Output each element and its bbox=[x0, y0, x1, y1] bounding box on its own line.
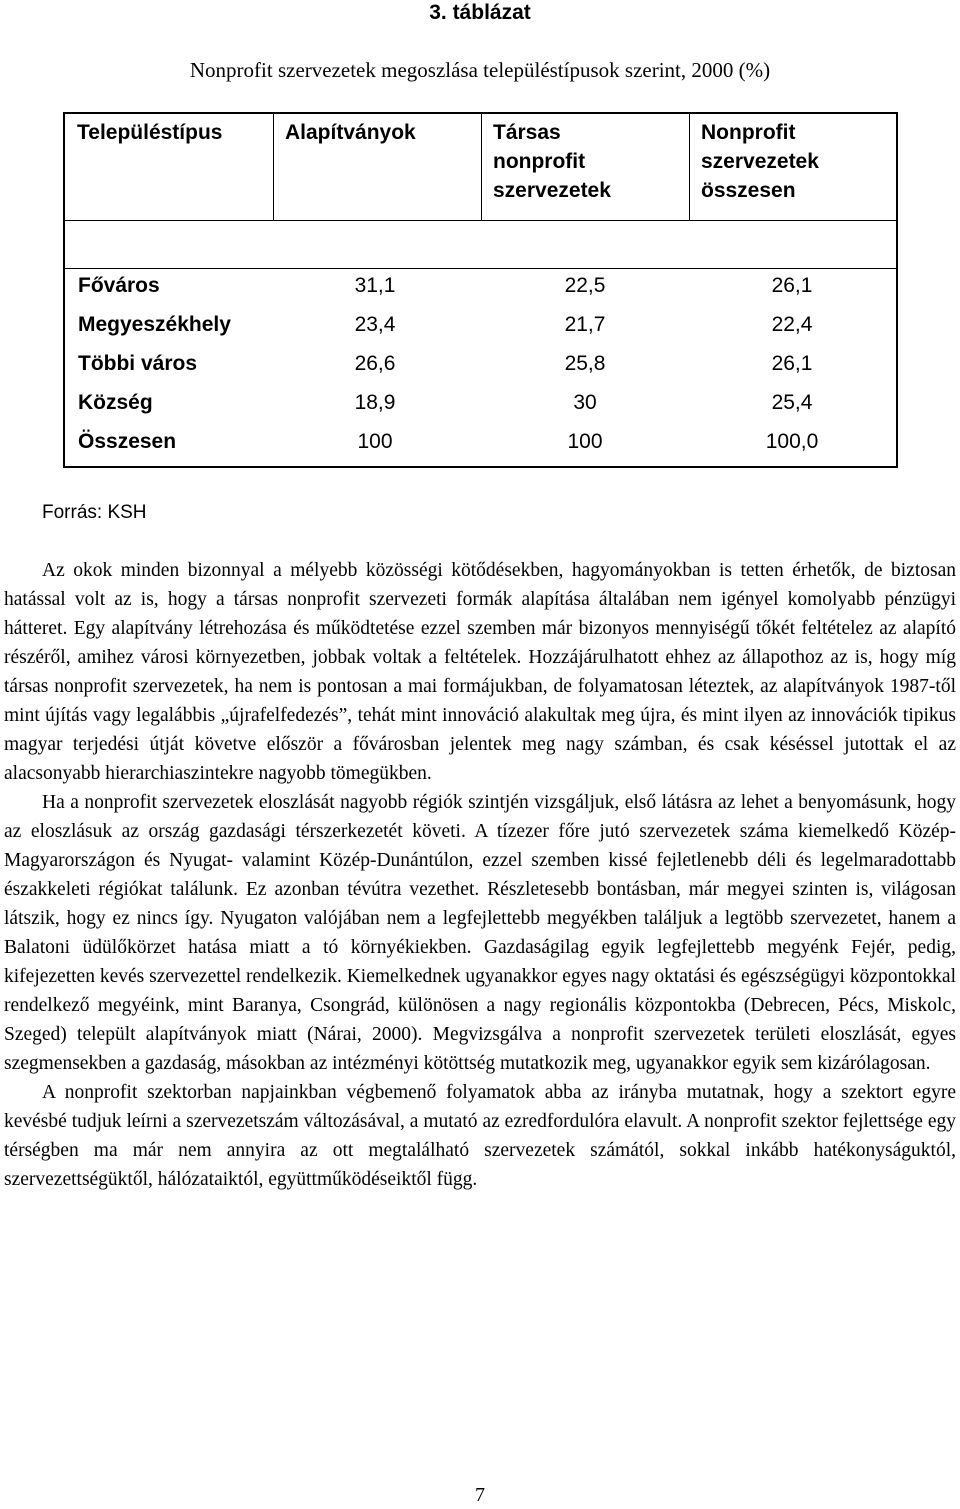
table-header-row bbox=[65, 114, 896, 221]
table-row bbox=[65, 266, 896, 305]
header-cell-foundations: Alapítványok bbox=[285, 121, 416, 144]
table-row bbox=[65, 383, 896, 422]
cell-value: 22,5 bbox=[564, 274, 606, 297]
header-cell-total-nonprofits: Nonprofit szervezetek összesen bbox=[701, 121, 819, 202]
cell-value: 26,1 bbox=[771, 352, 813, 375]
cell-value: 26,6 bbox=[354, 352, 396, 375]
table-spacer-row bbox=[65, 220, 896, 269]
paragraph: A nonprofit szektorban napjainkban végbemenő folyamatok abba az irányba mutatnak, hogy a szektort egyre kevésbé tudjuk leírni a szervezetszám változásával, a mutató az ezredfordulóra elavult. A nonprofit szektor fejlettsége egy térségben ma már nem annyira az ott megtalálható szervezetek számától, sokkal inkább hatékonyságuktól, szervezettségüktől, hálózataiktól, együttműködéseiktől függ. bbox=[4, 1082, 956, 1190]
body-text bbox=[4, 556, 956, 1194]
table-row bbox=[65, 344, 896, 383]
cell-value: 26,1 bbox=[771, 274, 813, 297]
row-label: Község bbox=[78, 391, 153, 414]
statistics-table bbox=[63, 112, 898, 468]
row-label: Főváros bbox=[78, 274, 160, 297]
row-label: Összesen bbox=[78, 430, 177, 453]
cell-value: 25,8 bbox=[564, 352, 606, 375]
row-label: Megyeszékhely bbox=[78, 313, 231, 336]
header-cell-settlement-type: Településtípus bbox=[77, 121, 223, 144]
cell-value: 100 bbox=[567, 430, 603, 453]
cell-value: 100,0 bbox=[765, 430, 819, 453]
cell-value: 25,4 bbox=[771, 391, 813, 414]
cell-value: 21,7 bbox=[564, 313, 606, 336]
cell-value: 100 bbox=[357, 430, 393, 453]
cell-value: 30 bbox=[573, 391, 597, 414]
table-row bbox=[65, 305, 896, 344]
row-label: Többi város bbox=[78, 352, 198, 375]
table-row bbox=[65, 422, 896, 461]
paragraph: Ha a nonprofit szervezetek eloszlását nagyobb régiók szintjén vizsgáljuk, első látásra az lehet a benyomásunk, hogy az eloszlásuk az ország gazdasági térszerkezetét követi. A tízezer főre jutó szervezetek száma kiemelkedő Közép-Magyarországon és Nyugat- valamint Közép-Dunántúlon, ezzel szemben kissé fejletlenebb déli és legelmaradottabb északkeleti régiókat találunk. Ez azonban tévútra vezethet. Részletesebb bontásban, már megyei szinten is, világosan látszik, hogy ez nincs így. Nyugaton valójában nem a legfejlettebb megyékben találjuk a legtöbb szervezetet, hanem a Balatoni üdülőkörzet hatása miatt a tó környékiekben. Gazdaságilag egyik legfejlettebb megyénk Fejér, pedig, kifejezetten kevés szervezettel rendelkezik. Kiemelkednek ugyanakkor egyes nagy oktatási és egészségügyi központokkal rendelkező megyéink, mint Baranya, Csongrád, különösen a nagy regionális központokba (Debrecen, Pécs, Miskolc, Szeged) települt alapítványok miatt (Nárai, 2000). Megvizsgálva a nonprofit szervezetek területi eloszlását, egyes szegmensekben a gazdaság, másokban az intézményi kötöttség mutatkozik meg, ugyanakkor egyik sem kizárólagosan. bbox=[4, 792, 956, 1074]
cell-value: 18,9 bbox=[354, 391, 396, 414]
header-cell-associations: Társas nonprofit szervezetek bbox=[493, 121, 611, 202]
table-caption: 3. táblázat bbox=[429, 1, 531, 24]
source-note: Forrás: KSH bbox=[42, 502, 147, 523]
table-title: Nonprofit szervezetek megoszlása településtípusok szerint, 2000 (%) bbox=[189, 58, 771, 82]
page-number: 7 bbox=[475, 1484, 485, 1506]
cell-value: 31,1 bbox=[354, 274, 396, 297]
cell-value: 23,4 bbox=[354, 313, 396, 336]
cell-value: 22,4 bbox=[771, 313, 813, 336]
paragraph: Az okok minden bizonnyal a mélyebb közösségi kötődésekben, hagyományokban is tetten érhetők, de biztosan hatással volt az is, hogy a társas nonprofit szervezeti formák alapítása általában nem igényel komolyabb pénzügyi hátteret. Egy alapítvány létrehozása és működtetése ezzel szemben már bizonyos mennyiségű tőkét feltételez az alapító részéről, amihez városi környezetben, jobbak voltak a feltételek. Hozzájárulhatott ehhez az állapothoz az is, hogy míg társas nonprofit szervezetek, ha nem is pontosan a mai formájukban, de folyamatosan léteztek, az alapítványok 1987-től mint újítás vagy legalábbis „újrafelfedezés”, tehát mint innováció alakultak meg újra, és mint ilyen az innovációk tipikus magyar terjedési útját követve először a fővárosban jelentek meg nagy számban, és csak késéssel jutottak el az alacsonyabb hierarchiaszintekre nagyobb tömegükben. bbox=[4, 560, 956, 784]
